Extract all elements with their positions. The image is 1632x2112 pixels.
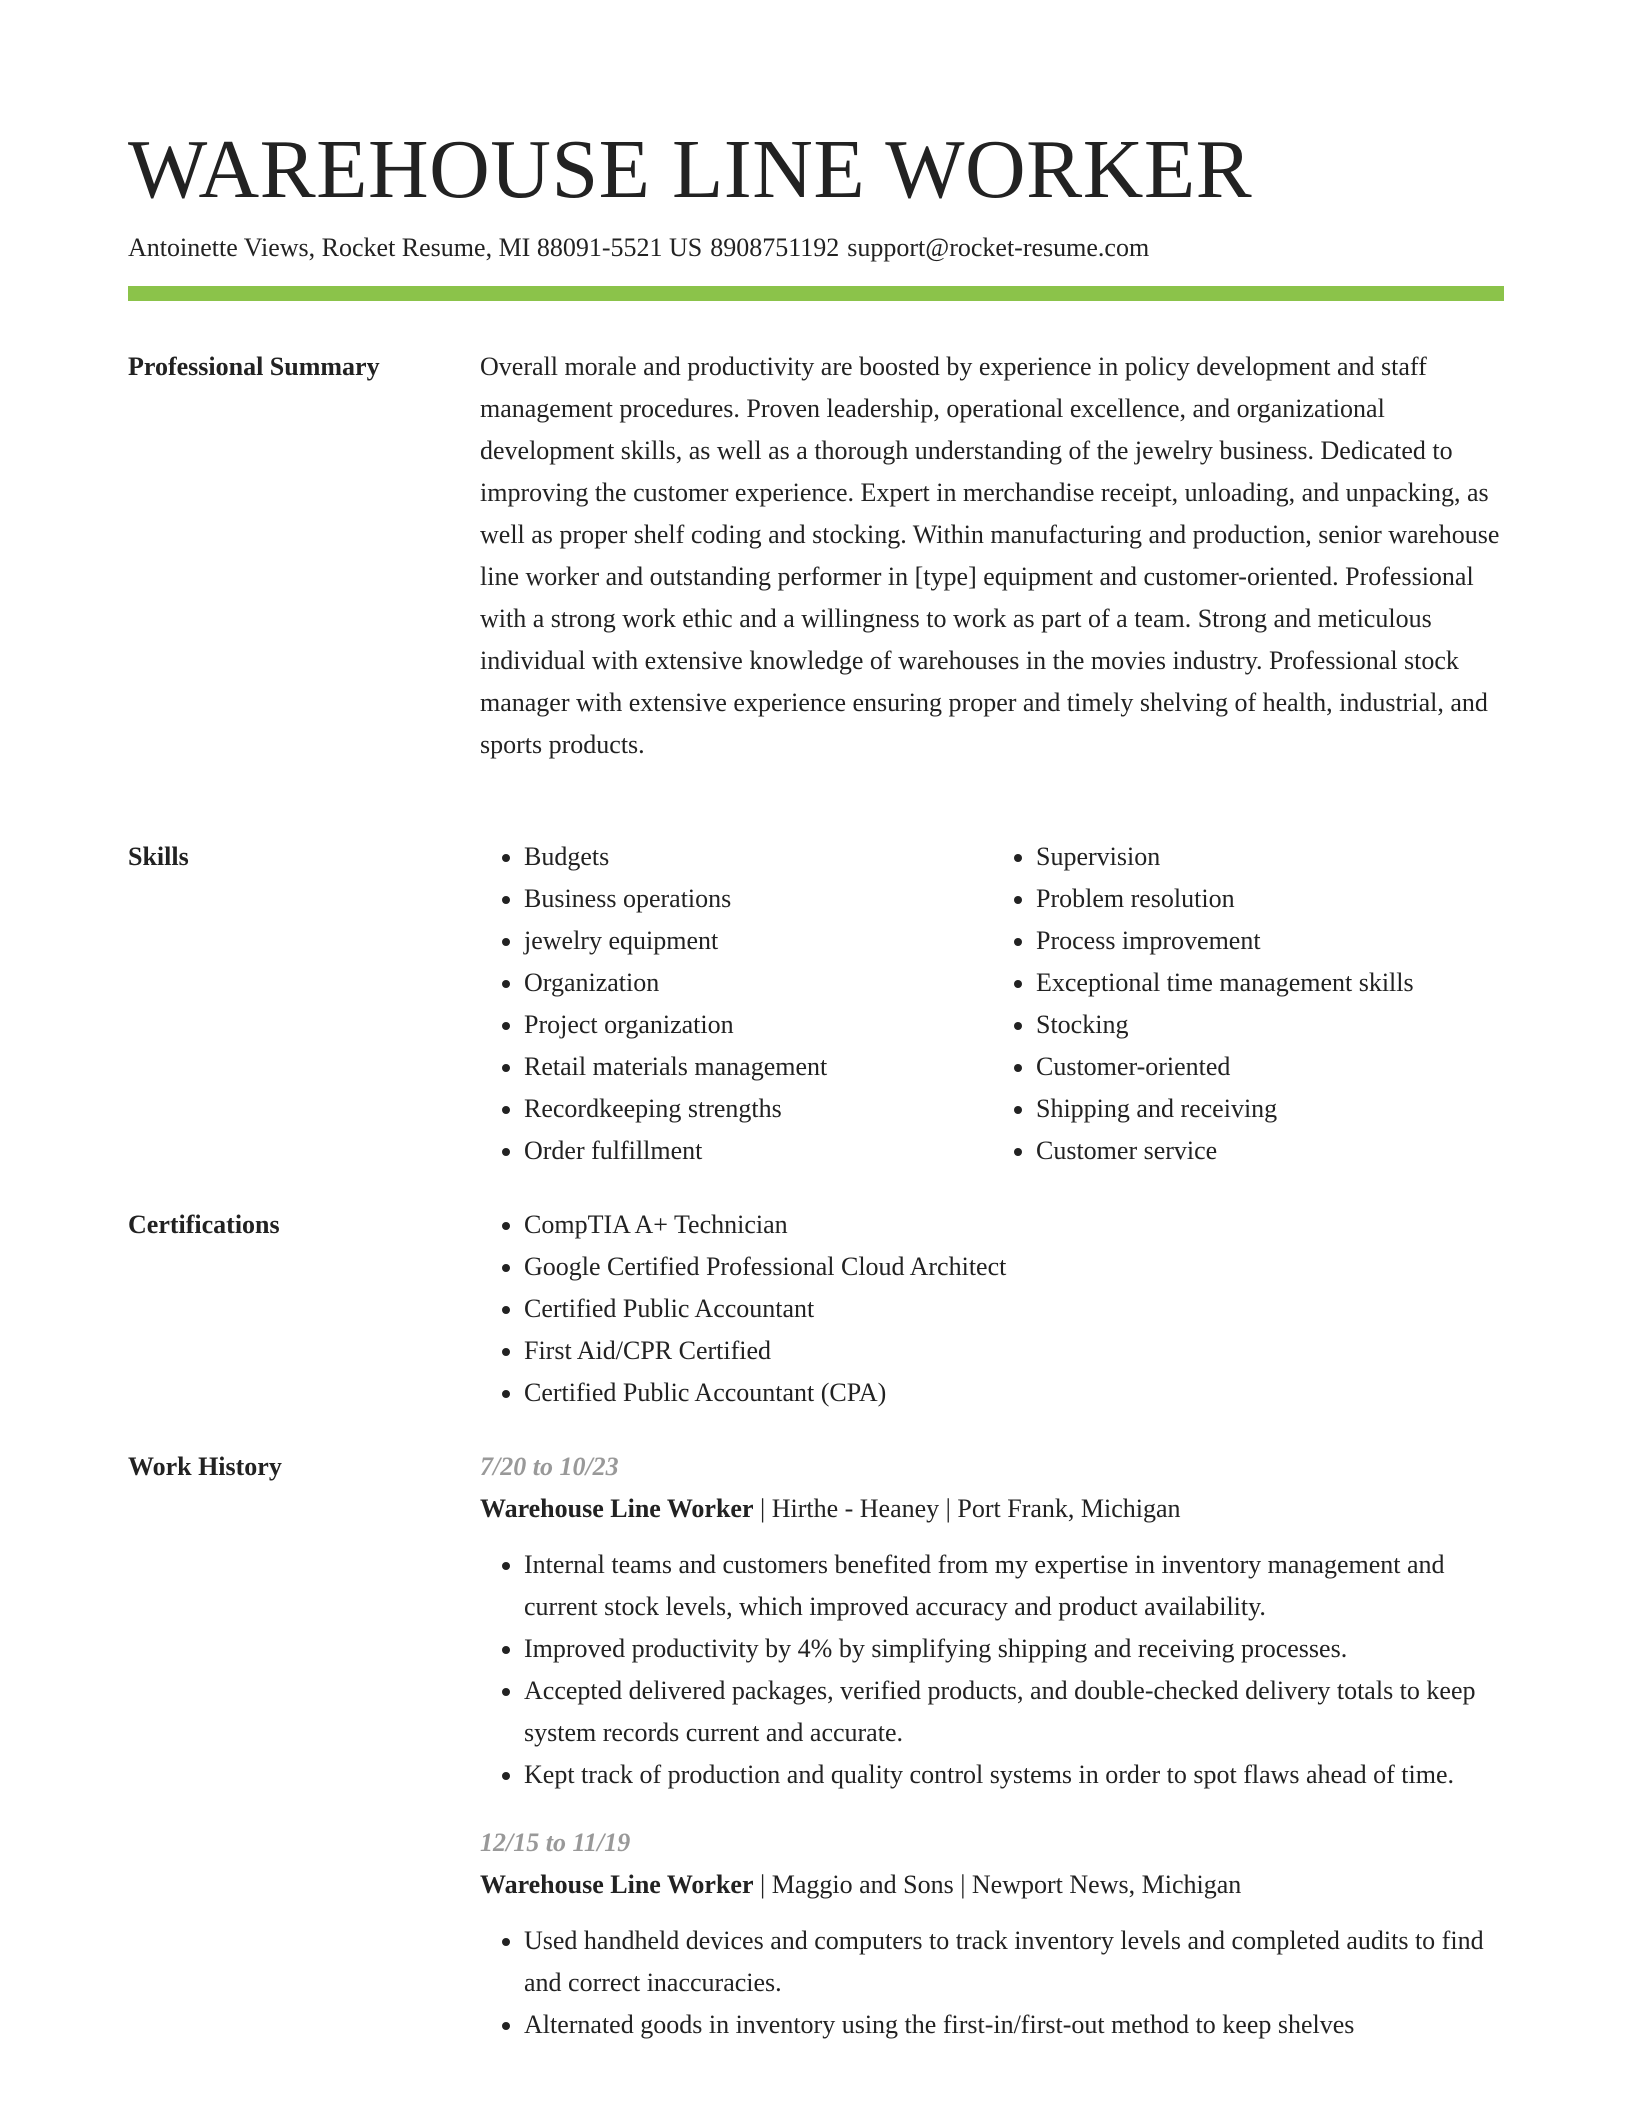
resume-name: WAREHOUSE LINE WORKER bbox=[128, 123, 1253, 216]
job-title-line bbox=[480, 1864, 1504, 1906]
job-bullet: • Used handheld devices and computers to track inventory levels and completed audits to find and correct inaccuracies. bbox=[524, 1920, 1504, 2004]
job-bullet: • Accepted delivered packages, verified products, and double-checked delivery totals to keep system records current and accurate. bbox=[524, 1670, 1504, 1754]
skill-item: • Order fulfillment bbox=[524, 1130, 992, 1172]
skills-heading: Skills bbox=[128, 842, 189, 871]
job-bullet: • Alternated goods in inventory using the first-in/first-out method to keep shelves bbox=[524, 2004, 1504, 2046]
header-divider bbox=[128, 286, 1504, 301]
work-history-heading: Work History bbox=[128, 1452, 282, 1481]
skill-item: • Budgets bbox=[524, 836, 992, 878]
job-bullet: • Internal teams and customers benefited from my expertise in inventory management and current stock levels, which improved accuracy and product availability. bbox=[524, 1544, 1504, 1628]
contact-address: Antoinette Views, Rocket Resume, MI 88091-5521 US bbox=[128, 233, 703, 262]
skill-item: • Supervision bbox=[1036, 836, 1504, 878]
job-title: Warehouse Line Worker bbox=[480, 1870, 754, 1899]
job-bullets bbox=[480, 1544, 1504, 1796]
certification-item: • Certified Public Accountant bbox=[524, 1288, 1504, 1330]
job-company-location: | Hirthe - Heaney | Port Frank, Michigan bbox=[760, 1494, 1181, 1523]
certification-item: • CompTIA A+ Technician bbox=[524, 1204, 1504, 1246]
certifications-list bbox=[480, 1204, 1504, 1414]
skill-item: • Shipping and receiving bbox=[1036, 1088, 1504, 1130]
job-bullet: • Kept track of production and quality control systems in order to spot flaws ahead of time. bbox=[524, 1754, 1504, 1796]
job-dates: 12/15 to 11/19 bbox=[480, 1828, 631, 1857]
summary-heading: Professional Summary bbox=[128, 352, 380, 381]
skill-item: • jewelry equipment bbox=[524, 920, 992, 962]
skill-item: • Project organization bbox=[524, 1004, 992, 1046]
skill-item: • Customer-oriented bbox=[1036, 1046, 1504, 1088]
certifications-body bbox=[480, 1204, 1504, 1414]
certifications-heading: Certifications bbox=[128, 1210, 280, 1239]
contact-email[interactable]: support@rocket-resume.com bbox=[847, 233, 1150, 262]
skills-columns bbox=[480, 836, 1504, 1172]
skills-body bbox=[480, 836, 1504, 1172]
job-dates: 7/20 to 10/23 bbox=[480, 1452, 619, 1481]
skill-item: • Process improvement bbox=[1036, 920, 1504, 962]
skill-item: • Exceptional time management skills bbox=[1036, 962, 1504, 1004]
job-title: Warehouse Line Worker bbox=[480, 1494, 754, 1523]
skill-item: • Customer service bbox=[1036, 1130, 1504, 1172]
certification-item: • First Aid/CPR Certified bbox=[524, 1330, 1504, 1372]
job-company-location: | Maggio and Sons | Newport News, Michigan bbox=[760, 1870, 1242, 1899]
job-entry bbox=[480, 1822, 1504, 2046]
job-entry bbox=[480, 1446, 1504, 1796]
skill-item: • Recordkeeping strengths bbox=[524, 1088, 992, 1130]
skill-item: • Stocking bbox=[1036, 1004, 1504, 1046]
contact-phone: 8908751192 bbox=[710, 233, 840, 262]
skill-item: • Organization bbox=[524, 962, 992, 1004]
certification-item: • Certified Public Accountant (CPA) bbox=[524, 1372, 1504, 1414]
work-history-body bbox=[480, 1446, 1504, 2072]
job-bullets bbox=[480, 1920, 1504, 2046]
skill-item: • Retail materials management bbox=[524, 1046, 992, 1088]
skill-item: • Problem resolution bbox=[1036, 878, 1504, 920]
job-title-line bbox=[480, 1488, 1504, 1530]
skills-list-left bbox=[480, 836, 992, 1172]
summary-body bbox=[480, 346, 1504, 766]
skills-list-right bbox=[992, 836, 1504, 1172]
job-bullet: • Improved productivity by 4% by simplifying shipping and receiving processes. bbox=[524, 1628, 1504, 1670]
skill-item: • Business operations bbox=[524, 878, 992, 920]
summary-text: Overall morale and productivity are boosted by experience in policy development and staff management procedures. Proven leadership, operational excellence, and organizational development skills, as well as a thorough understanding of the jewelry business. Dedicated to improving the customer experience. Expert in merchandise receipt, unloading, and unpacking, as well as proper shelf coding and stocking. Within manufacturing and production, senior warehouse line worker and outstanding performer in [type] equipment and customer-oriented. Professional with a strong work ethic and a willingness to work as part of a team. Strong and meticulous individual with extensive knowledge of warehouses in the movies industry. Professional stock manager with extensive experience ensuring proper and timely shelving of health, industrial, and sports products. bbox=[480, 352, 1500, 759]
certification-item: • Google Certified Professional Cloud Architect bbox=[524, 1246, 1504, 1288]
contact-line bbox=[128, 230, 1157, 266]
